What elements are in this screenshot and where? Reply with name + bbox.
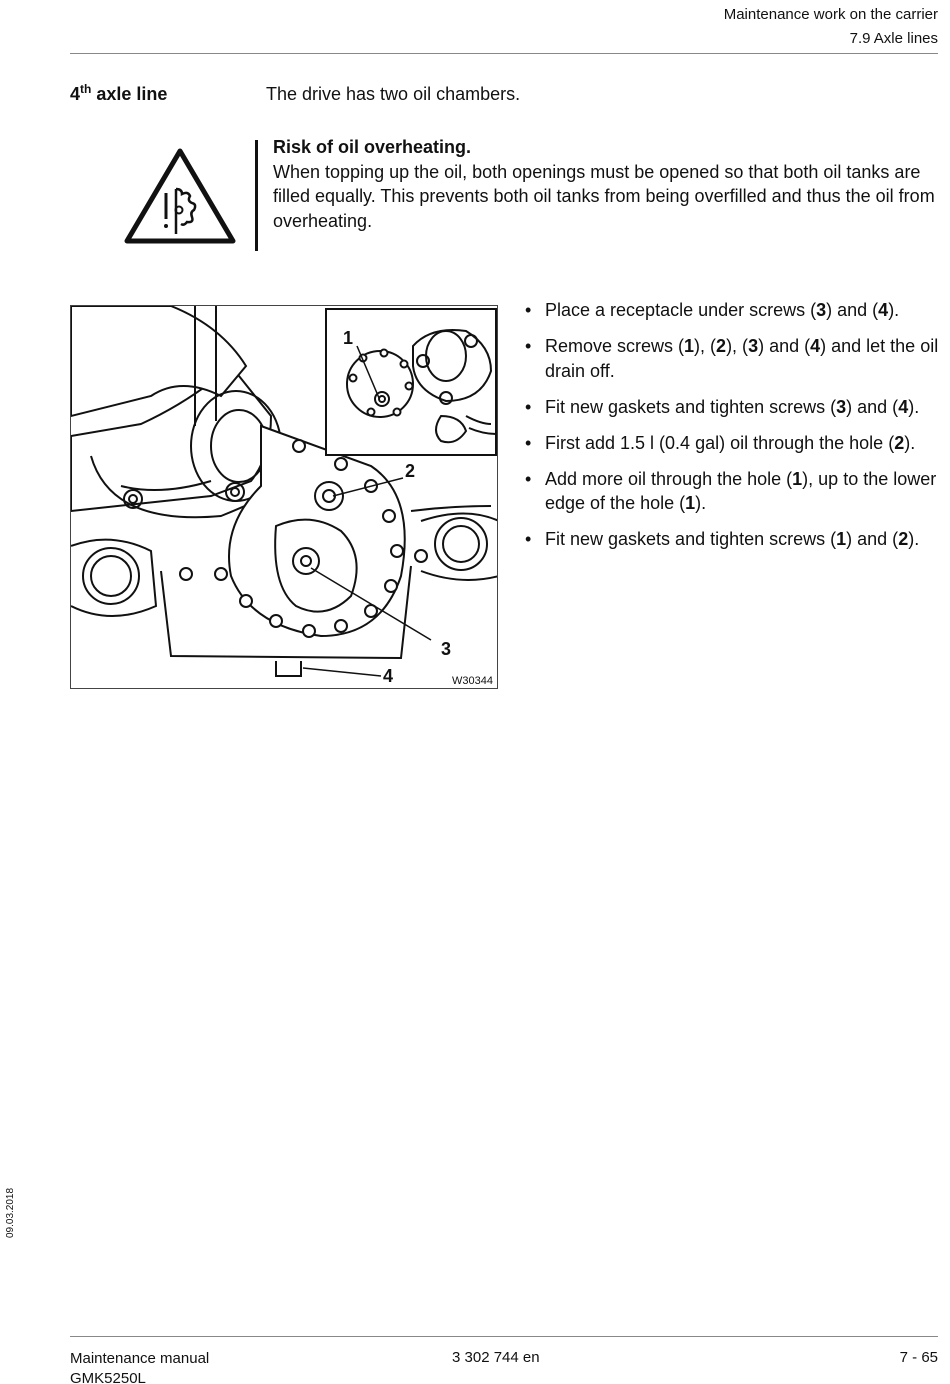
step-text: Fit new gaskets and tighten screws ( [545,529,837,549]
step-text: ), ( [694,336,717,356]
title-ordinal: th [80,82,92,96]
step-text: ) and ( [846,529,899,549]
step-ref-number: 3 [816,300,827,320]
step-text: ). [695,493,707,513]
step-ref-number: 4 [898,396,909,417]
step-text: ) and ( [758,336,811,356]
step-ref-number: 1 [685,493,696,513]
step-text: Remove screws ( [545,336,685,356]
warning-body: When topping up the oil, both openings must be opened so that both oil tanks are filled equally. This prevents both oil tanks from being overfilled and thus the oil from overheating. [273,161,935,231]
step-ref-number: 4 [810,336,821,356]
step-item [525,334,940,383]
step-text: ), up to the lower edge of the hole ( [545,468,937,513]
figure-code: W30344 [452,675,493,687]
intro-text: The drive has two oil chambers. [266,84,521,104]
step-ref-number: 2 [898,529,909,549]
warning-title: Risk of oil overheating. [273,137,472,157]
step-ref-number: 3 [748,336,759,356]
step-item [525,431,940,456]
title-number: 4 [70,84,81,104]
step-text: ), ( [726,336,749,356]
step-text: ). [908,396,920,417]
header-section: 7.9 Axle lines [849,30,938,47]
step-item [525,527,940,552]
step-text: Place a receptacle under screws ( [545,300,817,320]
procedure-steps [525,298,940,563]
step-item [525,395,940,420]
axle-drive-figure [70,305,498,689]
callout-1: 1 [343,328,354,348]
step-text: First add 1.5 l (0.4 gal) oil through the hole ( [545,432,895,453]
step-ref-number: 1 [836,529,847,549]
step-text: ) and ( [846,396,899,417]
side-date: 09.03.2018 [5,1187,16,1238]
step-text: ) and let the oil drain off. [545,336,939,381]
footer-doc-number: 3 302 744 en [452,1349,540,1366]
step-ref-number: 2 [894,432,905,453]
warning-text [273,135,938,233]
step-text: Fit new gaskets and tighten screws ( [545,396,837,417]
footer-rule [70,1336,938,1337]
title-rest: axle line [91,84,168,104]
footer-model: GMK5250L [70,1370,146,1384]
header-rule [70,53,938,54]
step-item [525,298,940,323]
step-item [525,467,940,516]
callout-4: 4 [383,666,394,686]
callout-3: 3 [441,639,452,659]
step-ref-number: 4 [878,300,889,320]
step-ref-number: 1 [792,468,803,489]
footer-manual: Maintenance manual [70,1350,210,1367]
footer-page: 7 - 65 [899,1349,938,1366]
step-text: Add more oil through the hole ( [545,468,793,489]
step-ref-number: 3 [836,396,847,417]
step-text: ). [908,529,920,549]
step-text: ). [888,300,900,320]
callout-2: 2 [405,461,416,481]
section-title [70,82,167,105]
running-header [724,3,938,51]
step-ref-number: 2 [716,336,727,356]
warning-triangle-gear-icon [122,145,238,247]
step-text: ). [904,432,916,453]
footer-left [70,1349,209,1384]
warning-bar [255,140,258,251]
step-text: ) and ( [826,300,879,320]
step-ref-number: 1 [684,336,695,356]
header-chapter: Maintenance work on the carrier [723,6,938,23]
